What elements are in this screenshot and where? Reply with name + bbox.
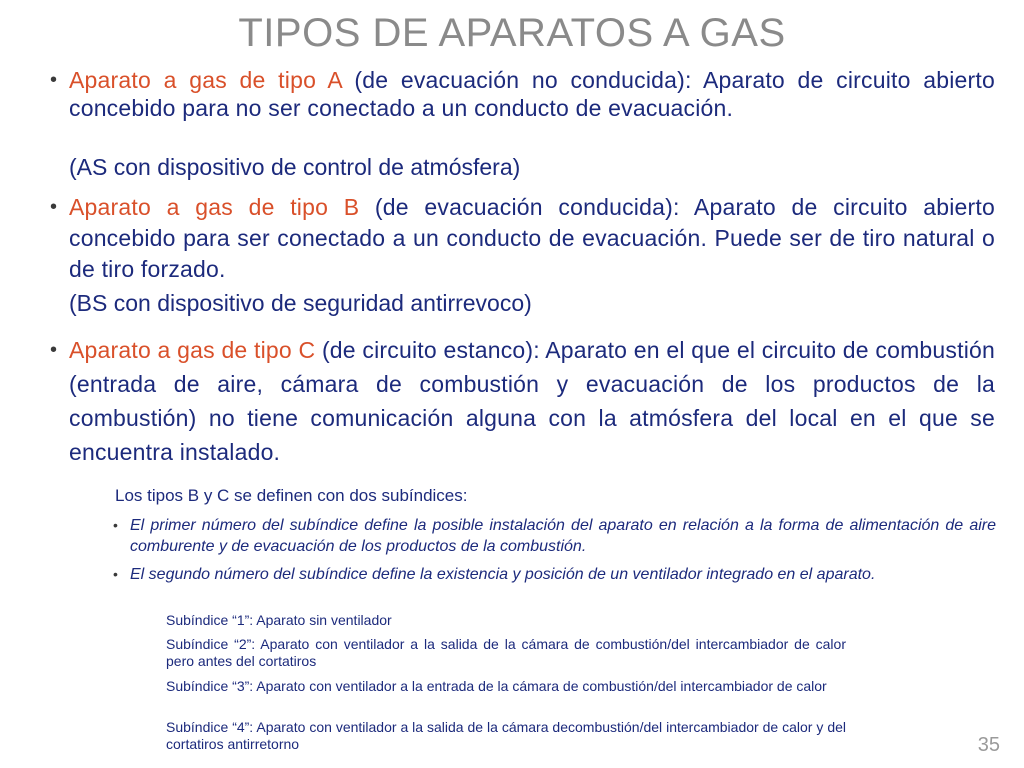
bullet-text: (de circuito estanco): Aparato en el que el circuito de combustión (entrada de aire, cámara de combustión y evacuación de los productos de la combustión) no tiene comunicación alguna con la atmósfera del local en el que se encuentra instalado.	[69, 337, 995, 465]
bullet-lead: Aparato a gas de tipo A	[69, 67, 342, 93]
subindex-item-2: Subíndice “2”: Aparato con ventilador a la salida de la cámara de combustión/del intercambiador de calor pero antes del cortatiros	[166, 636, 846, 669]
subindex-item-4: Subíndice “4”: Aparato con ventilador a la salida de la cámara decombustión/del intercambiador de calor y del cortatiros antirretorno	[166, 719, 846, 752]
bullet-tipo-b	[69, 192, 995, 285]
subindex-item-1: Subíndice “1”: Aparato sin ventilador	[166, 612, 392, 628]
bullet-tipo-c	[69, 333, 995, 469]
slide-title: TIPOS DE APARATOS A GAS	[238, 11, 786, 55]
sub-bullet-first-number: • El primer número del subíndice define la posible instalación del aparato en relación a la forma de alimentación de aire comburente y de evacuación de los productos de la combustión.	[130, 515, 996, 557]
bullet-text: (de evacuación conducida): Aparato de circuito abierto concebido para ser conectado a un conducto de evacuación. Puede ser de tiro natural o de tiro forzado.	[69, 194, 995, 282]
bullet-lead: Aparato a gas de tipo B	[69, 194, 360, 220]
bullet-note: (BS con dispositivo de seguridad antirrevoco)	[69, 290, 532, 316]
bullet-tipo-a	[69, 66, 995, 122]
sub-bullet-second-number: • El segundo número del subíndice define la existencia y posición de un ventilador integrado en el aparato.	[130, 562, 996, 587]
bullet-note: (AS con dispositivo de control de atmósfera)	[69, 154, 521, 180]
subindex-item-3: Subíndice “3”: Aparato con ventilador a la entrada de la cámara de combustión/del intercambiador de calor	[166, 678, 827, 694]
bullet-text: (de evacuación no conducida): Aparato de circuito abierto concebido para no ser conectado a un conducto de evacuación.	[69, 67, 995, 121]
page-number: 35	[977, 734, 1000, 756]
subindex-intro: Los tipos B y C se definen con dos subíndices:	[115, 486, 468, 505]
bullet-lead: Aparato a gas de tipo C	[69, 337, 316, 363]
